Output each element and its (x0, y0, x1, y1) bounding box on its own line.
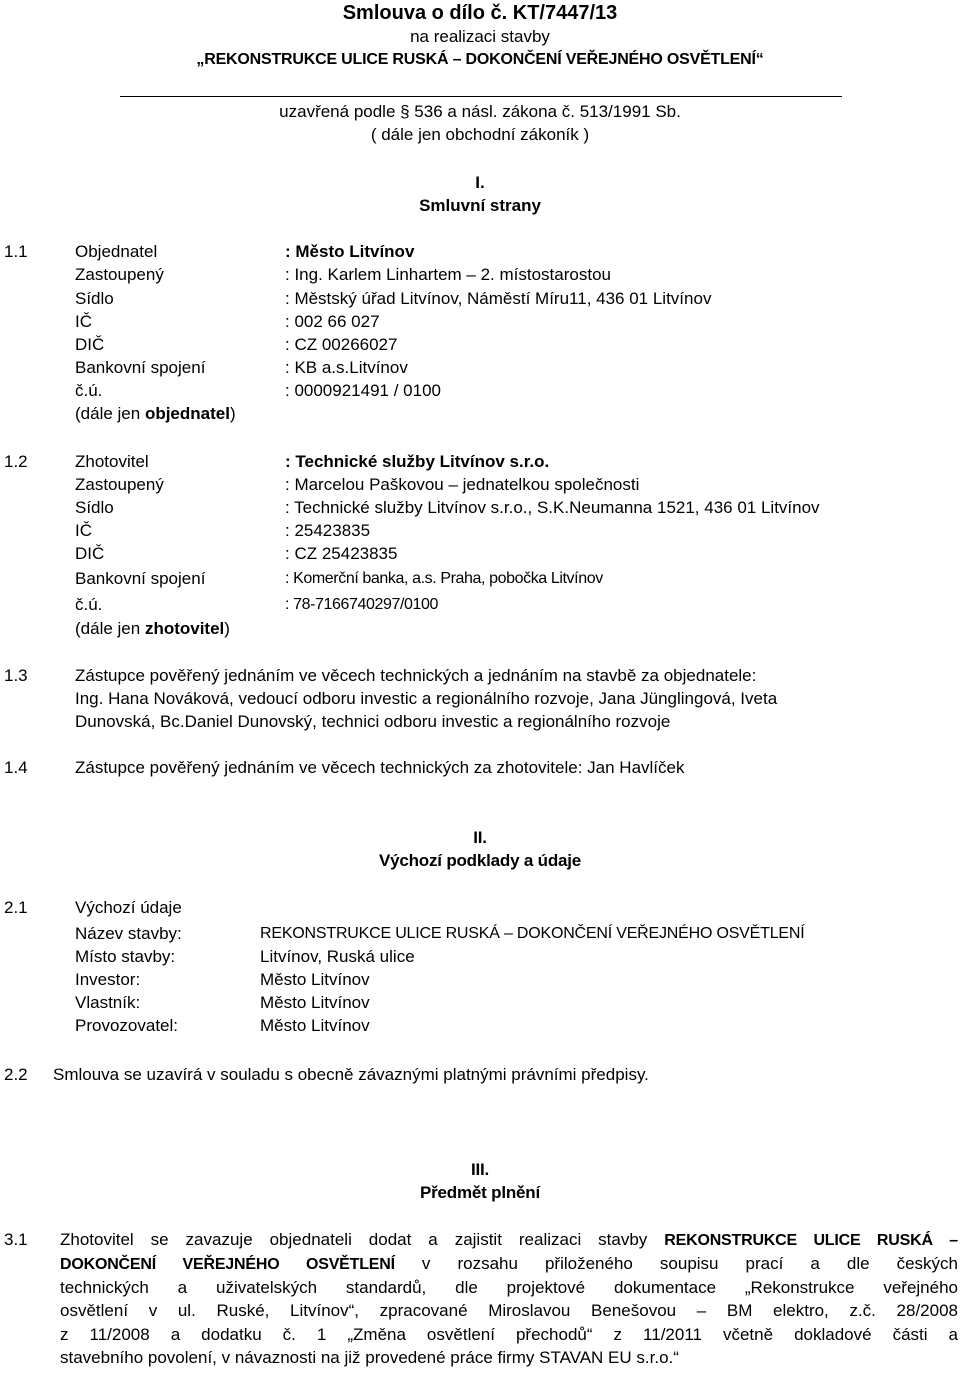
owner-value: Město Litvínov (260, 993, 370, 1012)
client-bank-value: : KB a.s.Litvínov (285, 358, 408, 377)
investor-value: Město Litvínov (260, 970, 370, 989)
client-dic-label: DIČ (75, 335, 105, 354)
paragraph-number-1-3: 1.3 (4, 666, 28, 685)
initial-data-heading: Výchozí údaje (75, 898, 182, 917)
contractor-alias-term: zhotovitel (144, 619, 225, 638)
client-ic-label: IČ (75, 312, 92, 331)
contractor-alias-prefix: (dále jen (75, 619, 145, 638)
paragraph-number-1-2: 1.2 (4, 452, 28, 471)
client-rep-value: : Ing. Karlem Linhartem – 2. místostarostou (285, 265, 611, 284)
client-bank-label: Bankovní spojení (75, 358, 206, 377)
contractor-value: : Technické služby Litvínov s.r.o. (285, 452, 550, 471)
subject-line-1-text: Zhotovitel se zavazuje objednateli dodat a zajistit realizaci stavby (60, 1230, 665, 1249)
paragraph-number-2-1: 2.1 (4, 898, 28, 917)
operator-label: Provozovatel: (75, 1016, 178, 1035)
client-seat-label: Sídlo (75, 289, 114, 308)
header-divider (120, 96, 842, 97)
investor-label: Investor: (75, 970, 141, 989)
contractor-rep-value: : Marcelou Paškovou – jednatelkou společnosti (285, 475, 640, 494)
contractor-dic-label: DIČ (75, 544, 105, 563)
section-2-title: Výchozí podklady a údaje (378, 851, 582, 870)
construction-site-value: Litvínov, Ruská ulice (260, 947, 415, 966)
client-seat-value: : Městský úřad Litvínov, Náměstí Míru11, 436 01 Litvínov (285, 289, 712, 308)
subject-line-6: stavebního povolení, v návaznosti na již provedené práce firmy STAVAN EU s.r.o.“ (60, 1348, 679, 1367)
document-subtitle: na realizaci stavby (410, 27, 550, 46)
paragraph-number-1-1: 1.1 (4, 242, 28, 261)
client-alias-prefix: (dále jen (75, 404, 145, 423)
legal-note: ( dále jen obchodní zákoník ) (370, 125, 590, 144)
section-3-number: III. (470, 1160, 490, 1179)
paragraph-number-2-2: 2.2 (4, 1065, 28, 1084)
client-account-label: č.ú. (75, 381, 103, 400)
subject-line-4: osvětlení v ul. Ruské, Litvínov“, zpracované Miroslavou Benešovou – BM elektro, z.č. 28/2008 (60, 1301, 958, 1320)
construction-name-value: REKONSTRUKCE ULICE RUSKÁ – DOKONČENÍ VEŘEJNÉHO OSVĚTLENÍ (260, 925, 805, 942)
subject-line-2-project: DOKONČENÍ VEŘEJNÉHO OSVĚTLENÍ (60, 1256, 395, 1273)
paragraph-number-1-4: 1.4 (4, 758, 28, 777)
section-1-title: Smluvní strany (419, 196, 541, 215)
client-representatives-line-3: Dunovská, Bc.Daniel Dunovský, technici odboru investic a regionálního rozvoje (75, 712, 671, 731)
subject-line-2 (60, 1253, 958, 1276)
contractor-alias (75, 618, 230, 640)
construction-name-label: Název stavby: (75, 924, 182, 943)
client-alias-term: objednatel (144, 404, 230, 423)
contractor-seat-label: Sídlo (75, 498, 114, 517)
contractor-ic-label: IČ (75, 521, 92, 540)
document-title: Smlouva o dílo č. KT/7447/13 (342, 2, 618, 24)
contractor-account-label: č.ú. (75, 595, 103, 614)
contractor-bank-label: Bankovní spojení (75, 569, 206, 588)
subject-line-2-text: v rozsahu přiloženého soupisu prací a dle českých (394, 1254, 959, 1273)
owner-label: Vlastník: (75, 993, 141, 1012)
paragraph-number-3-1: 3.1 (4, 1230, 28, 1249)
contractor-dic-value: : CZ 25423835 (285, 544, 398, 563)
subject-line-1 (60, 1229, 958, 1252)
construction-site-label: Místo stavby: (75, 947, 176, 966)
contractor-seat-value: : Technické služby Litvínov s.r.o., S.K.Neumanna 1521, 436 01 Litvínov (285, 498, 820, 517)
contractor-bank-value: : Komerční banka, a.s. Praha, pobočka Litvínov (285, 570, 603, 587)
client-representatives-line-1: Zástupce pověřený jednáním ve věcech technických a jednáním na stavbě za objednatele: (75, 666, 757, 685)
client-account-value: : 0000921491 / 0100 (285, 381, 441, 400)
contractor-account-value: : 78-7166740297/0100 (285, 596, 439, 613)
client-alias (75, 403, 236, 425)
contractor-rep-label: Zastoupený (75, 475, 164, 494)
subject-line-3: technických a uživatelských standardů, dle projektové dokumentace „Rekonstrukce veřejného (60, 1278, 958, 1297)
subject-line-5: z 11/2008 a dodatku č. 1 „Změna osvětlení přechodů“ z 11/2011 včetně dokladové části a (60, 1325, 958, 1344)
client-alias-suffix: ) (229, 404, 236, 423)
contractor-label: Zhotovitel (75, 452, 149, 471)
client-value: : Město Litvínov (285, 242, 415, 261)
legal-basis: uzavřená podle § 536 a násl. zákona č. 513/1991 Sb. (279, 102, 681, 121)
section-3-title: Předmět plnění (419, 1183, 540, 1202)
client-ic-value: : 002 66 027 (285, 312, 380, 331)
project-name: „REKONSTRUKCE ULICE RUSKÁ – DOKONČENÍ VEŘEJNÉHO OSVĚTLENÍ“ (196, 51, 764, 68)
contractor-alias-suffix: ) (224, 619, 230, 638)
client-dic-value: : CZ 00266027 (285, 335, 398, 354)
section-2-number: II. (473, 828, 487, 847)
contractor-ic-value: : 25423835 (285, 521, 371, 540)
operator-value: Město Litvínov (260, 1016, 370, 1035)
client-label: Objednatel (75, 242, 158, 261)
section-1-number: I. (475, 173, 485, 192)
client-rep-label: Zastoupený (75, 265, 164, 284)
subject-line-1-project: REKONSTRUKCE ULICE RUSKÁ – (664, 1232, 958, 1249)
contractor-representative: Zástupce pověřený jednáním ve věcech technických za zhotovitele: Jan Havlíček (75, 758, 685, 777)
legal-compliance-text: Smlouva se uzavírá v souladu s obecně závaznými platnými právními předpisy. (53, 1065, 649, 1084)
client-representatives-line-2: Ing. Hana Nováková, vedoucí odboru investic a regionálního rozvoje, Jana Jünglingová, Iveta (75, 689, 778, 708)
